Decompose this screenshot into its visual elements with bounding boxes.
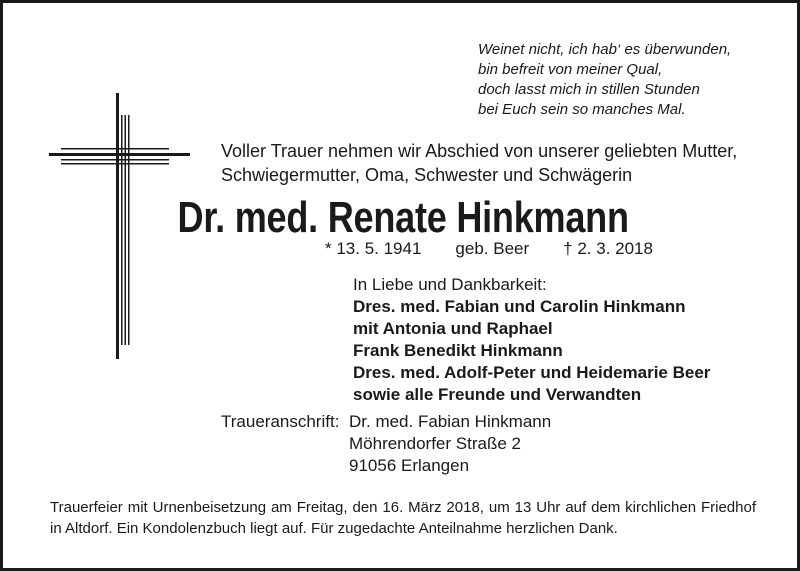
poem-line: bei Euch sein so manches Mal. — [478, 101, 686, 118]
address-line: Dr. med. Fabian Hinkmann — [349, 412, 552, 431]
death-date: † 2. 3. 2018 — [563, 239, 653, 258]
address-line: 91056 Erlangen — [349, 456, 470, 475]
mourner-line: Dres. med. Fabian und Carolin Hinkmann — [353, 297, 686, 316]
deceased-name: Dr. med. Renate Hinkmann — [177, 193, 629, 242]
address-line: Möhrendorfer Straße 2 — [349, 434, 521, 453]
birth-date: * 13. 5. 1941 — [325, 239, 422, 258]
mourner-line: mit Antonia und Raphael — [353, 319, 553, 338]
address-row — [221, 411, 551, 433]
poem-line: doch lasst mich in stillen Stunden — [478, 81, 700, 98]
mourners-heading: In Liebe und Dankbarkeit: — [353, 275, 547, 294]
poem-verse — [478, 40, 731, 120]
maiden-name: geb. Beer — [455, 239, 530, 258]
poem-line: Weinet nicht, ich hab‘ es überwunden, — [478, 41, 732, 58]
intro-text — [221, 139, 737, 187]
ceremony-notice: Trauerfeier mit Urnenbeisetzung am Freitag, den 16. März 2018, um 13 Uhr auf dem kirchlichen Friedhof in Altdorf. Ein Kondolenzbuch liegt auf. Für zugedachte Anteilnahme herzlichen Dank. — [50, 499, 756, 537]
mourner-line: sowie alle Freunde und Verwandten — [353, 385, 642, 404]
intro-line: Voller Trauer nehmen wir Abschied von unserer geliebten Mutter, — [221, 141, 738, 161]
mourner-line: Frank Benedikt Hinkmann — [353, 341, 563, 360]
address-label: Traueranschrift: — [221, 412, 340, 431]
mourner-line: Dres. med. Adolf-Peter und Heidemarie Beer — [353, 363, 711, 382]
life-dates — [325, 238, 653, 260]
cross-icon — [3, 3, 203, 363]
poem-line: bin befreit von meiner Qual, — [478, 61, 663, 78]
mourning-address — [221, 411, 551, 477]
mourners-list — [353, 274, 710, 406]
intro-line: Schwiegermutter, Oma, Schwester und Schwägerin — [221, 165, 633, 185]
